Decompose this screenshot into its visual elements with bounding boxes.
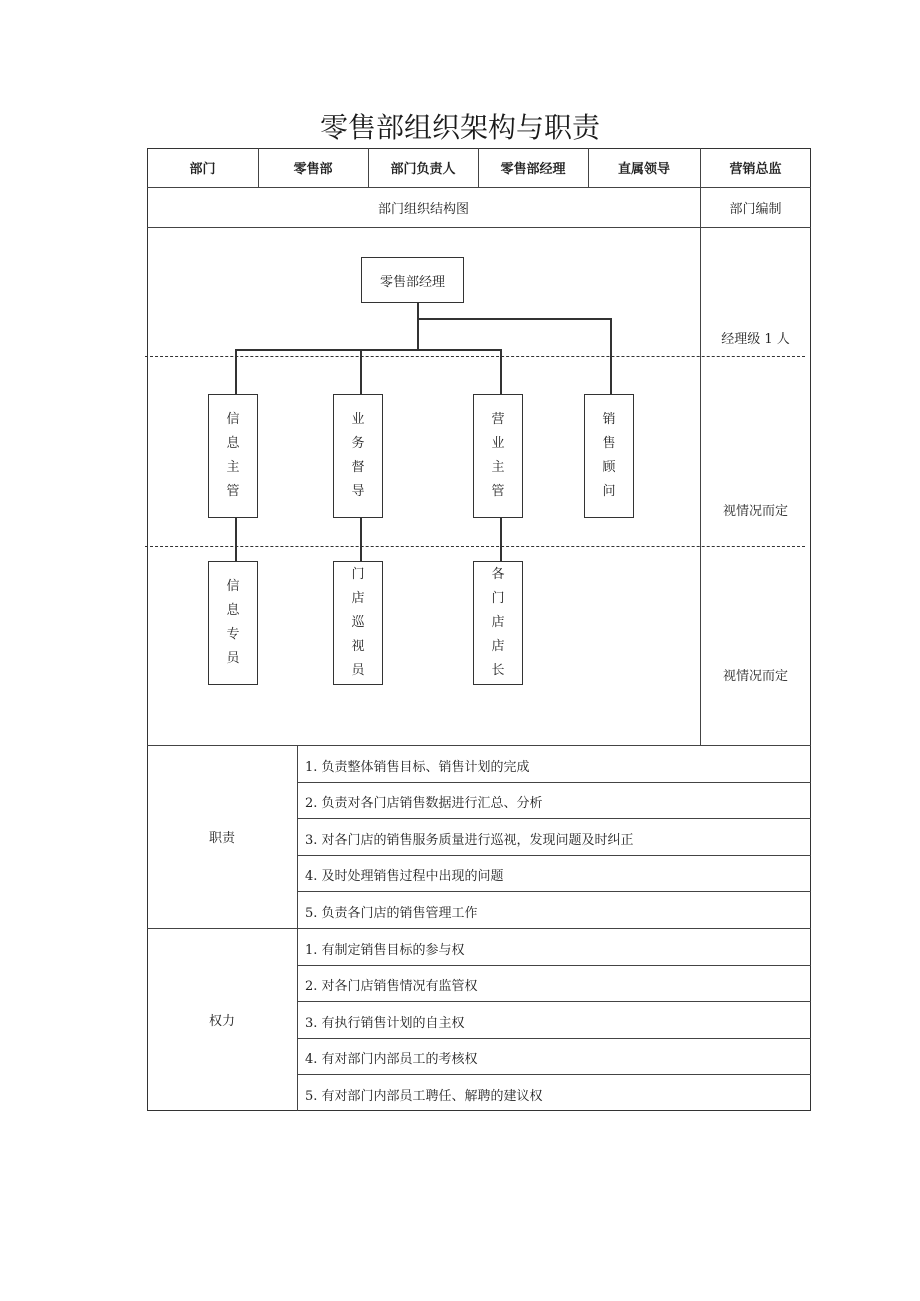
duties-label: 职责 xyxy=(208,831,235,846)
authority-item: 2. 对各门店销售情况有监管权 xyxy=(305,978,478,994)
duty-item: 5. 负责各门店的销售管理工作 xyxy=(305,905,478,921)
org-node-label: 零售部经理 xyxy=(379,274,445,290)
authority-item: 1. 有制定销售目标的参与权 xyxy=(305,942,465,958)
leader-label: 直属领导 xyxy=(617,162,670,177)
org-node-label: 门 店 巡 视 员 xyxy=(351,567,365,678)
authority-label: 权力 xyxy=(208,1014,235,1029)
staffing-level3: 视情况而定 xyxy=(722,668,788,684)
row-divider xyxy=(147,227,811,228)
org-node-level3 xyxy=(473,561,523,685)
connector xyxy=(235,349,237,394)
connector xyxy=(610,318,612,394)
org-node-label: 营 业 主 管 xyxy=(491,412,505,499)
org-node-manager xyxy=(361,257,464,303)
connector xyxy=(500,349,502,394)
connector xyxy=(417,302,419,350)
duty-item: 1. 负责整体销售目标、销售计划的完成 xyxy=(305,759,530,775)
col-divider xyxy=(297,745,298,1111)
authority-item: 4. 有对部门内部员工的考核权 xyxy=(305,1051,478,1067)
org-node-label: 各 门 店 店 长 xyxy=(491,567,505,678)
connector xyxy=(500,517,502,561)
org-node-level3 xyxy=(208,561,258,685)
org-node-level3 xyxy=(333,561,383,685)
connector xyxy=(417,318,611,320)
staffing-manager: 经理级 1 人 xyxy=(721,331,790,347)
staffing-section-label: 部门编制 xyxy=(729,201,782,217)
org-node-label: 销 售 顾 问 xyxy=(602,412,616,499)
org-node-label: 信 息 主 管 xyxy=(226,412,240,499)
org-node-label: 信 息 专 员 xyxy=(226,579,240,666)
chart-section-label: 部门组织结构图 xyxy=(377,201,469,217)
connector xyxy=(235,517,237,561)
org-node-level2 xyxy=(208,394,258,518)
col-divider xyxy=(700,148,701,745)
connector xyxy=(235,349,501,351)
authority-item: 5. 有对部门内部员工聘任、解聘的建议权 xyxy=(305,1088,543,1104)
staffing-level2: 视情况而定 xyxy=(722,503,788,519)
duty-item: 4. 及时处理销售过程中出现的问题 xyxy=(305,868,504,884)
authority-item: 3. 有执行销售计划的自主权 xyxy=(305,1015,465,1031)
level-separator xyxy=(145,546,805,547)
org-node-level2 xyxy=(473,394,523,518)
head-label: 部门负责人 xyxy=(390,162,456,177)
page-title: 零售部组织架构与职责 xyxy=(319,111,600,144)
duty-item: 3. 对各门店的销售服务质量进行巡视，发现问题及时纠正 xyxy=(305,832,634,848)
org-node-level2 xyxy=(584,394,634,518)
leader-value: 营销总监 xyxy=(729,162,782,177)
org-node-label: 业 务 督 导 xyxy=(351,412,365,499)
org-node-level2 xyxy=(333,394,383,518)
dept-value: 零售部 xyxy=(293,162,333,177)
duty-item: 2. 负责对各门店销售数据进行汇总、分析 xyxy=(305,795,543,811)
head-value: 零售部经理 xyxy=(500,162,566,177)
connector xyxy=(360,517,362,561)
connector xyxy=(360,349,362,394)
dept-label: 部门 xyxy=(189,162,216,177)
level-separator xyxy=(145,356,805,357)
